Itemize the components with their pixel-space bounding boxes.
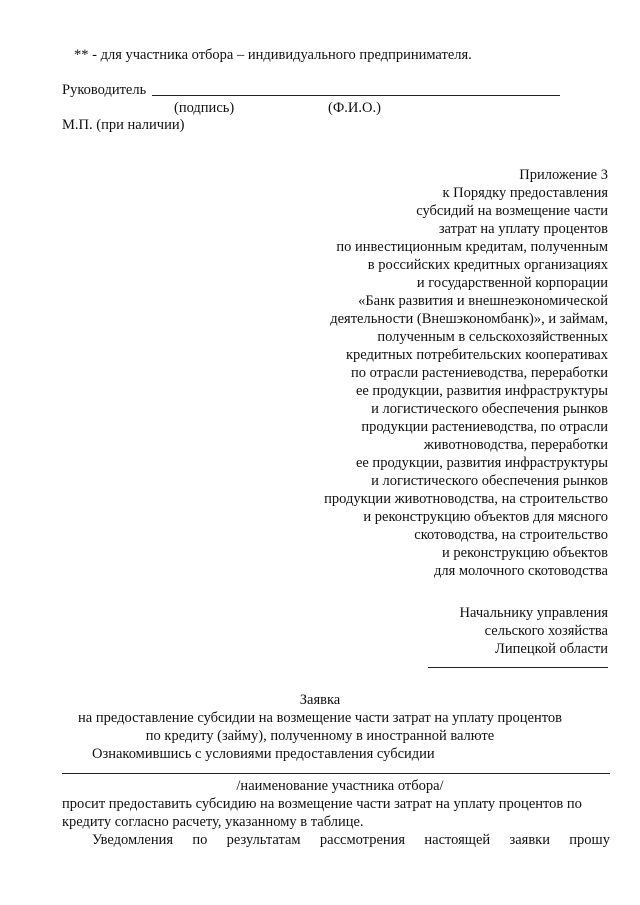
notification-word: настоящей [424,832,491,848]
footnote-text: ** - для участника отбора – индивидуального предпринимателя. [74,47,472,63]
signature-caption: (подпись) [174,100,235,116]
appendix-line: деятельности (Внешэкономбанк)», и займам, [330,311,608,327]
appendix-line: субсидий на возмещение части [416,203,608,219]
notification-word: заявки [509,832,550,848]
appendix-line: Приложение 3 [519,167,608,183]
appendix-line: по отрасли растениеводства, переработки [350,365,608,381]
appendix-line: и государственной корпорации [416,275,608,291]
stamp-note: М.П. (при наличии) [62,117,185,133]
appendix-line: и логистического обеспечения рынков [371,401,608,417]
appendix-line: кредитных потребительских кооперативах [345,347,608,363]
notification-word: Уведомления [92,832,174,848]
body-line: просит предоставить субсидию на возмещение части затрат на уплату процентов по [62,796,582,812]
appendix-line: «Банк развития и внешнеэкономической [358,293,608,309]
notification-word: прошу [569,832,610,848]
appendix-line: по инвестиционным кредитам, полученным [336,239,608,255]
appendix-line: для молочного скотоводства [433,563,608,579]
name-caption: (Ф.И.О.) [328,100,381,116]
signature-line[interactable] [152,95,560,96]
appendix-line: и логистического обеспечения рынков [371,473,608,489]
notification-line [92,832,610,848]
appendix-line: ее продукции, развития инфраструктуры [355,455,608,471]
appendix-line: продукции животноводства, на строительство [324,491,608,507]
appendix-line: животноводства, переработки [423,437,608,453]
addressee-line: Начальнику управления [459,605,608,621]
addressee-name-line[interactable] [428,667,608,668]
notification-word: по [192,832,208,848]
intro-text: Ознакомившись с условиями предоставления субсидии [92,746,435,762]
application-subtitle: на предоставление субсидии на возмещение части затрат на уплату процентов [78,710,562,726]
appendix-line: и реконструкцию объектов для мясного [363,509,608,525]
appendix-line: скотоводства, на строительство [414,527,608,543]
appendix-line: продукции растениеводства, по отрасли [361,419,608,435]
addressee-line: сельского хозяйства [484,623,608,639]
application-title: Заявка [299,692,341,708]
notification-word: результатам [226,832,301,848]
appendix-line: затрат на уплату процентов [438,221,608,237]
addressee-line: Липецкой области [495,641,608,657]
appendix-line: полученным в сельскохозяйственных [377,329,608,345]
appendix-line: к Порядку предоставления [442,185,608,201]
body-line: кредиту согласно расчету, указанному в таблице. [62,814,364,830]
participant-caption: /наименование участника отбора/ [236,778,444,794]
notification-word: рассмотрения [319,832,406,848]
appendix-line: в российских кредитных организациях [367,257,608,273]
participant-name-line[interactable] [62,773,610,774]
appendix-line: ее продукции, развития инфраструктуры [355,383,608,399]
appendix-line: и реконструкцию объектов [442,545,608,561]
head-label: Руководитель [62,82,147,98]
application-subtitle: по кредиту (займу), полученному в иностранной валюте [145,728,495,744]
